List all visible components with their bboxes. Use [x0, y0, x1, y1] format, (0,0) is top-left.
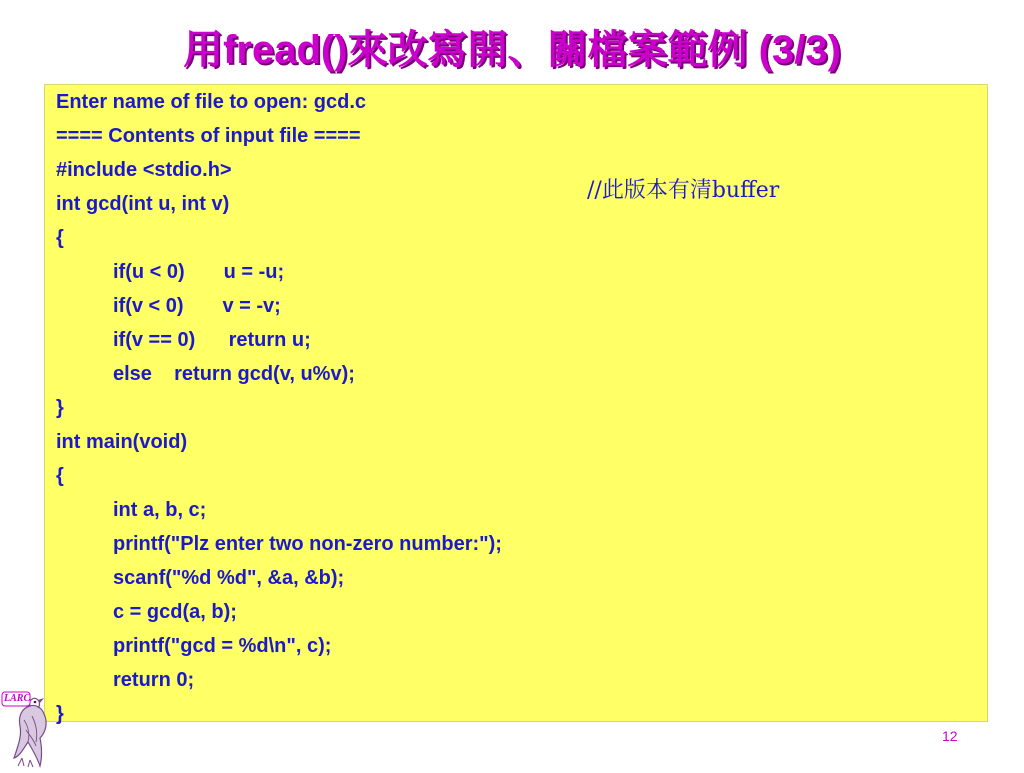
code-line: } [56, 397, 64, 419]
code-line: c = gcd(a, b); [113, 601, 237, 623]
code-line: Enter name of file to open: gcd.c [56, 91, 367, 113]
page-number: 12 [942, 728, 958, 744]
larc-logo [0, 686, 66, 768]
code-line: return 0; [113, 669, 195, 691]
code-line: else return gcd(v, u%v); [113, 363, 355, 385]
code-line: { [56, 465, 64, 487]
code-line: } [56, 703, 64, 725]
slide-title: 用fread()來改寫開、關檔案範例 (3/3) [183, 28, 841, 72]
logo-text: LARC [4, 693, 31, 704]
code-listing [56, 85, 502, 731]
code-line: ==== Contents of input file ==== [56, 125, 361, 147]
code-box [44, 84, 988, 725]
code-line: printf("Plz enter two non-zero number:"); [113, 533, 502, 555]
code-comment: //此版本有清buffer [587, 178, 780, 203]
code-line: int a, b, c; [113, 499, 207, 521]
code-line: { [56, 227, 64, 249]
code-line: printf("gcd = %d\n", c); [113, 635, 332, 657]
code-line: int gcd(int u, int v) [56, 193, 230, 215]
code-line: if(v < 0) v = -v; [113, 295, 281, 317]
code-line: if(v == 0) return u; [113, 329, 311, 351]
code-line: scanf("%d %d", &a, &b); [113, 567, 345, 589]
code-line: #include <stdio.h> [56, 159, 232, 181]
code-line: int main(void) [56, 431, 188, 453]
code-line: if(u < 0) u = -u; [113, 261, 285, 283]
